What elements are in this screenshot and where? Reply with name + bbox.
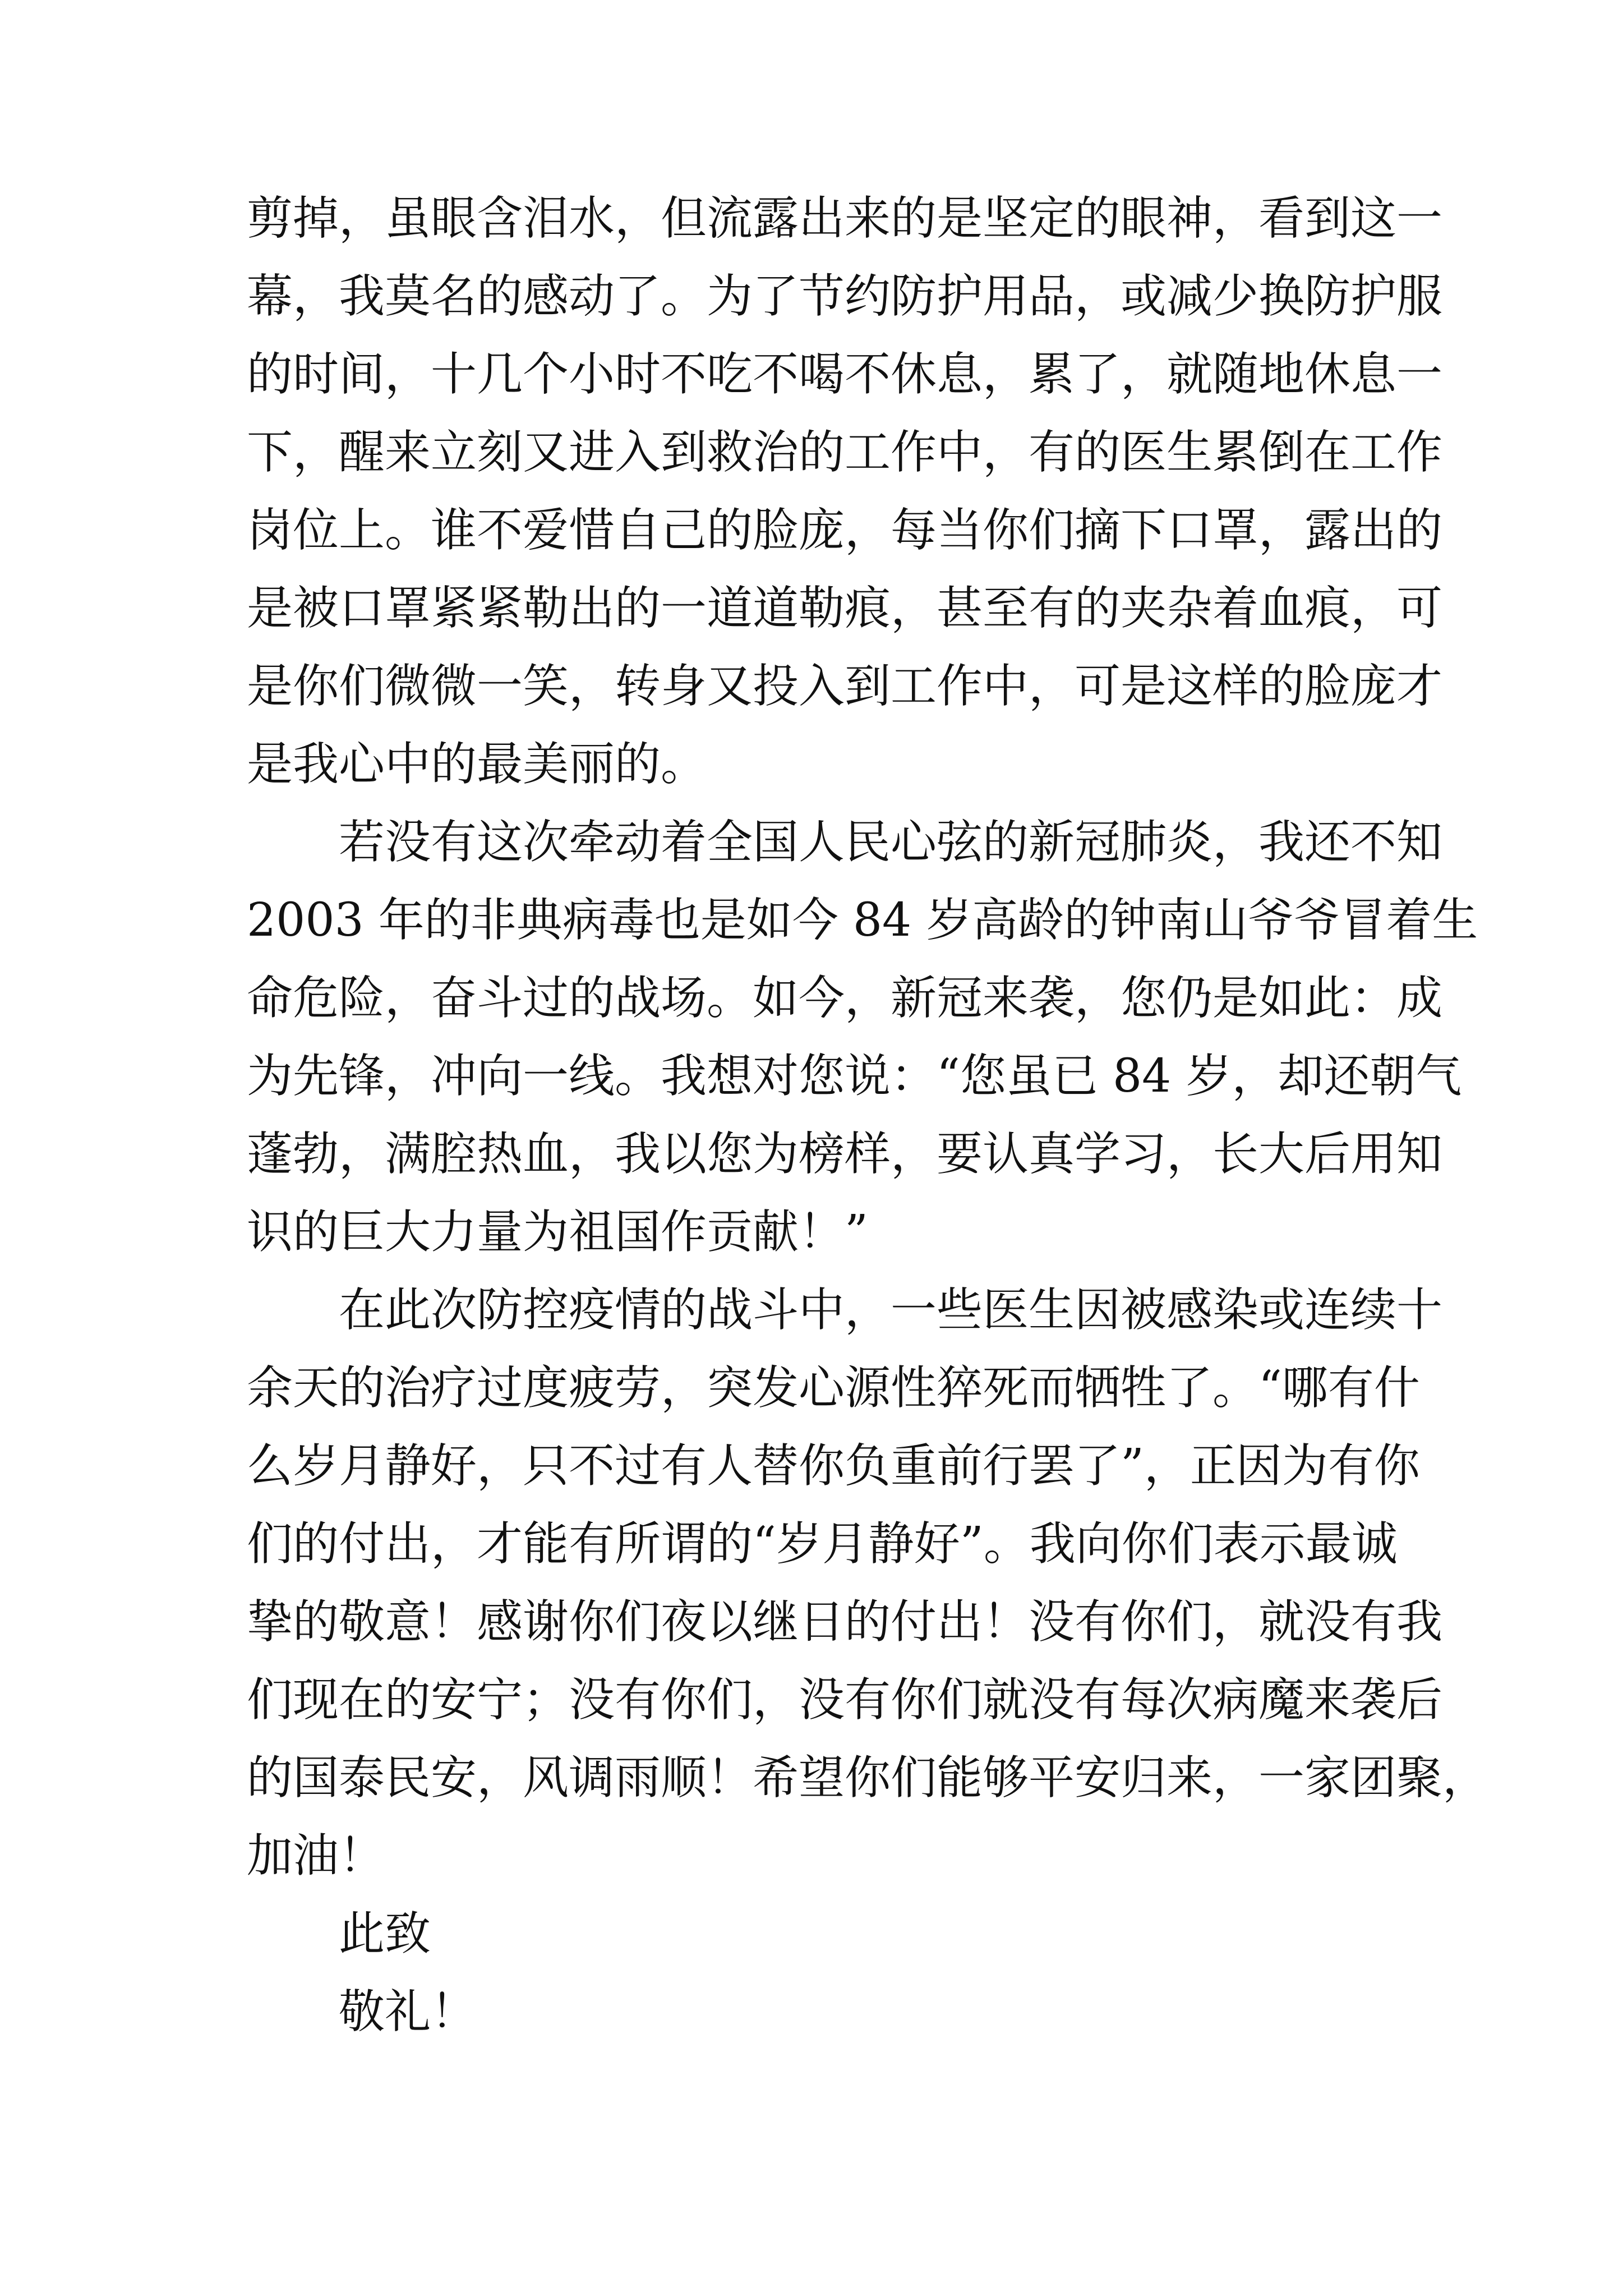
text-line: 蓬勃，满腔热血，我以您为榜样，要认真学习，长大后用知 [247,1128,1443,1181]
text-line: 是我心中的最美丽的。 [247,738,707,791]
text-line: 命危险，奋斗过的战场。如今，新冠来袭，您仍是如此：成 [247,972,1443,1025]
closing-line-jing-li: 敬礼！ [339,1985,477,2039]
text-line: 是你们微微一笑，转身又投入到工作中，可是这样的脸庞才 [247,660,1443,713]
text-line: 在此次防控疫情的战斗中，一些医生因被感染或连续十 [339,1283,1443,1337]
text-line: 们的付出，才能有所谓的“岁月静好”。我向你们表示最诚 [247,1517,1398,1571]
text-line: 么岁月静好，只不过有人替你负重前行罢了”，正因为有你 [247,1439,1420,1493]
text-line: 剪掉，虽眼含泪水，但流露出来的是坚定的眼神，看到这一 [247,192,1443,245]
text-line: 是被口罩紧紧勒出的一道道勒痕，甚至有的夹杂着血痕，可 [247,582,1443,635]
text-line: 幕，我莫名的感动了。为了节约防护用品，或减少换防护服 [247,270,1443,323]
text-line: 下，醒来立刻又进入到救治的工作中，有的医生累倒在工作 [247,426,1443,479]
letter-body [247,180,1489,2051]
paragraph-1 [247,180,1443,803]
text-line: 识的巨大力量为祖国作贡献！” [247,1205,868,1259]
text-line: 岗位上。谁不爱惜自己的脸庞，每当你们摘下口罩，露出的 [247,504,1443,557]
text-line: 挚的敬意！感谢你们夜以继日的付出！没有你们，就没有我 [247,1595,1443,1649]
text-line: 的国泰民安，风调雨顺！希望你们能够平安归来，一家团聚， [247,1751,1489,1805]
text-line: 2003 年的非典病毒也是如今 84 岁高龄的钟南山爷爷冒着生 [247,894,1478,947]
text-line: 为先锋，冲向一线。我想对您说：“您虽已 84 岁，却还朝气 [247,1050,1462,1103]
paragraph-2 [247,803,1478,1271]
text-line: 余天的治疗过度疲劳，突发心源性猝死而牺牲了。“哪有什 [247,1361,1420,1415]
text-line: 加油！ [247,1829,385,1883]
text-line: 的时间，十几个小时不吃不喝不休息，累了，就随地休息一 [247,348,1443,401]
closing [247,1895,1385,2051]
text-line: 若没有这次牵动着全国人民心弦的新冠肺炎，我还不知 [339,816,1443,869]
paragraph-3 [247,1271,1489,1895]
closing-line-ci-zhi: 此致 [339,1907,431,1961]
text-line: 们现在的安宁；没有你们，没有你们就没有每次病魔来袭后 [247,1673,1443,1727]
